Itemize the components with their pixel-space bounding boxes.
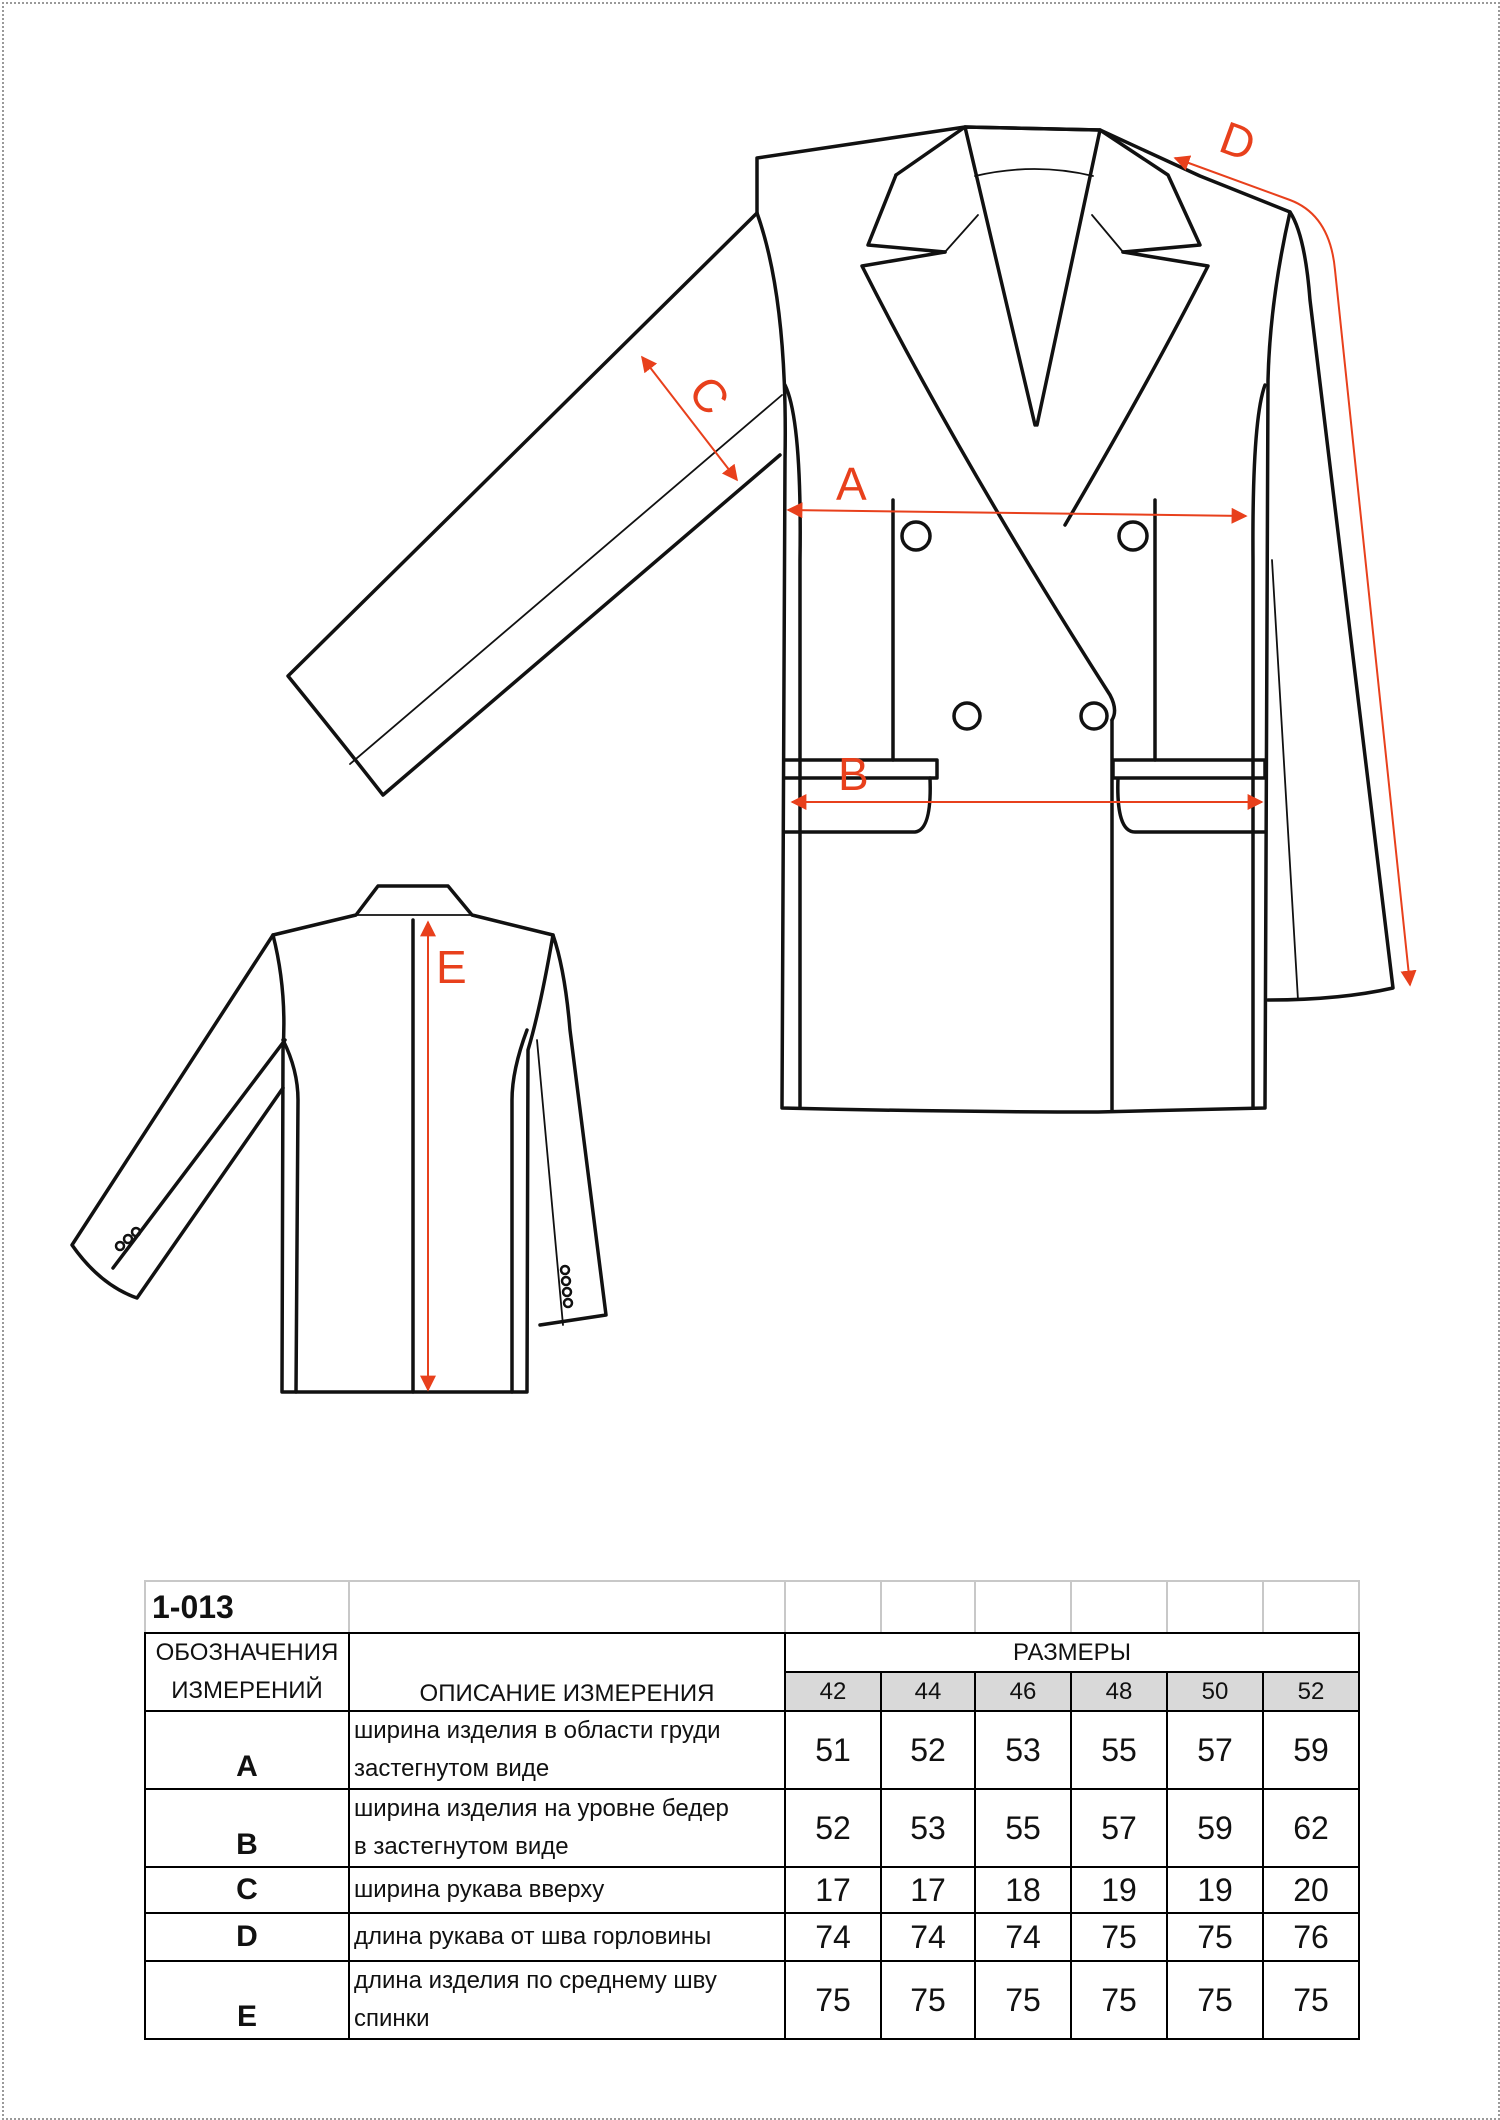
measure-value: 74 [975,1913,1071,1961]
table-row [145,1961,1359,2039]
label-d: D [1213,110,1263,172]
model-number: 1-013 [145,1581,349,1633]
measurement-arrows [428,158,1410,1390]
measure-labels [436,111,1262,993]
measure-code: A [145,1711,349,1789]
measure-value: 51 [785,1711,881,1789]
measure-value: 59 [1167,1789,1263,1867]
right-sleeve [1268,212,1393,1000]
measure-value: 75 [1263,1961,1359,2039]
codes-header: ОБОЗНАЧЕНИЯ ИЗМЕРЕНИЙ [145,1633,349,1711]
label-a: A [836,458,867,510]
measure-value: 57 [1071,1789,1167,1867]
measure-value: 59 [1263,1711,1359,1789]
measure-value: 57 [1167,1711,1263,1789]
measure-description: ширина изделия в области груди застегнутом виде [349,1711,785,1789]
measure-value: 55 [1071,1711,1167,1789]
measure-value: 74 [881,1913,975,1961]
measure-value: 75 [785,1961,881,2039]
measure-value: 75 [975,1961,1071,2039]
measure-description: ширина изделия на уровне бедер в застегнутом виде [349,1789,785,1867]
measure-value: 75 [1071,1913,1167,1961]
measure-code: D [145,1913,349,1961]
front-collar [896,127,1200,252]
front-body-outline [757,127,1290,1112]
measure-value: 52 [881,1711,975,1789]
table-row [145,1711,1359,1789]
right-lapel [1065,252,1208,525]
measure-description: длина рукава от шва горловины [349,1913,785,1961]
label-c: C [678,365,740,425]
measure-description: длина изделия по среднему шву спинки [349,1961,785,2039]
sizes-header: РАЗМЕРЫ [785,1633,1359,1672]
left-lapel [862,252,1115,720]
arrow-d [1175,158,1410,985]
measure-value: 52 [785,1789,881,1867]
size-header: 48 [1071,1672,1167,1711]
label-b: B [838,748,869,800]
measure-code: E [145,1961,349,2039]
measure-value: 53 [881,1789,975,1867]
back-left-sleeve [72,935,283,1298]
measure-value: 75 [1167,1913,1263,1961]
measure-code: B [145,1789,349,1867]
table-row [145,1867,1359,1913]
jacket-back [72,886,606,1392]
model-row [145,1581,1359,1633]
size-header: 52 [1263,1672,1359,1711]
measure-value: 75 [1071,1961,1167,2039]
measure-value: 19 [1167,1867,1263,1913]
label-e: E [436,941,467,993]
table-row [145,1913,1359,1961]
back-right-sleeve [540,935,606,1325]
measure-value: 62 [1263,1789,1359,1867]
measure-value: 53 [975,1711,1071,1789]
measure-value: 20 [1263,1867,1359,1913]
left-sleeve [288,213,780,795]
size-header: 50 [1167,1672,1263,1711]
measure-code: C [145,1867,349,1913]
measure-value: 17 [881,1867,975,1913]
measure-value: 18 [975,1867,1071,1913]
size-header: 46 [975,1672,1071,1711]
arrow-a [788,510,1246,516]
measure-value: 19 [1071,1867,1167,1913]
table-row [145,1789,1359,1867]
size-header: 42 [785,1672,881,1711]
measure-value: 75 [1167,1961,1263,2039]
right-pocket [1113,760,1265,832]
measure-value: 17 [785,1867,881,1913]
header-row [145,1633,1359,1672]
measure-value: 75 [881,1961,975,2039]
description-header: ОПИСАНИЕ ИЗМЕРЕНИЯ [349,1633,785,1711]
measure-value: 55 [975,1789,1071,1867]
measure-value: 76 [1263,1913,1359,1961]
size-header: 44 [881,1672,975,1711]
size-table [144,1580,1360,2040]
measure-value: 74 [785,1913,881,1961]
measure-description: ширина рукава вверху [349,1867,785,1913]
